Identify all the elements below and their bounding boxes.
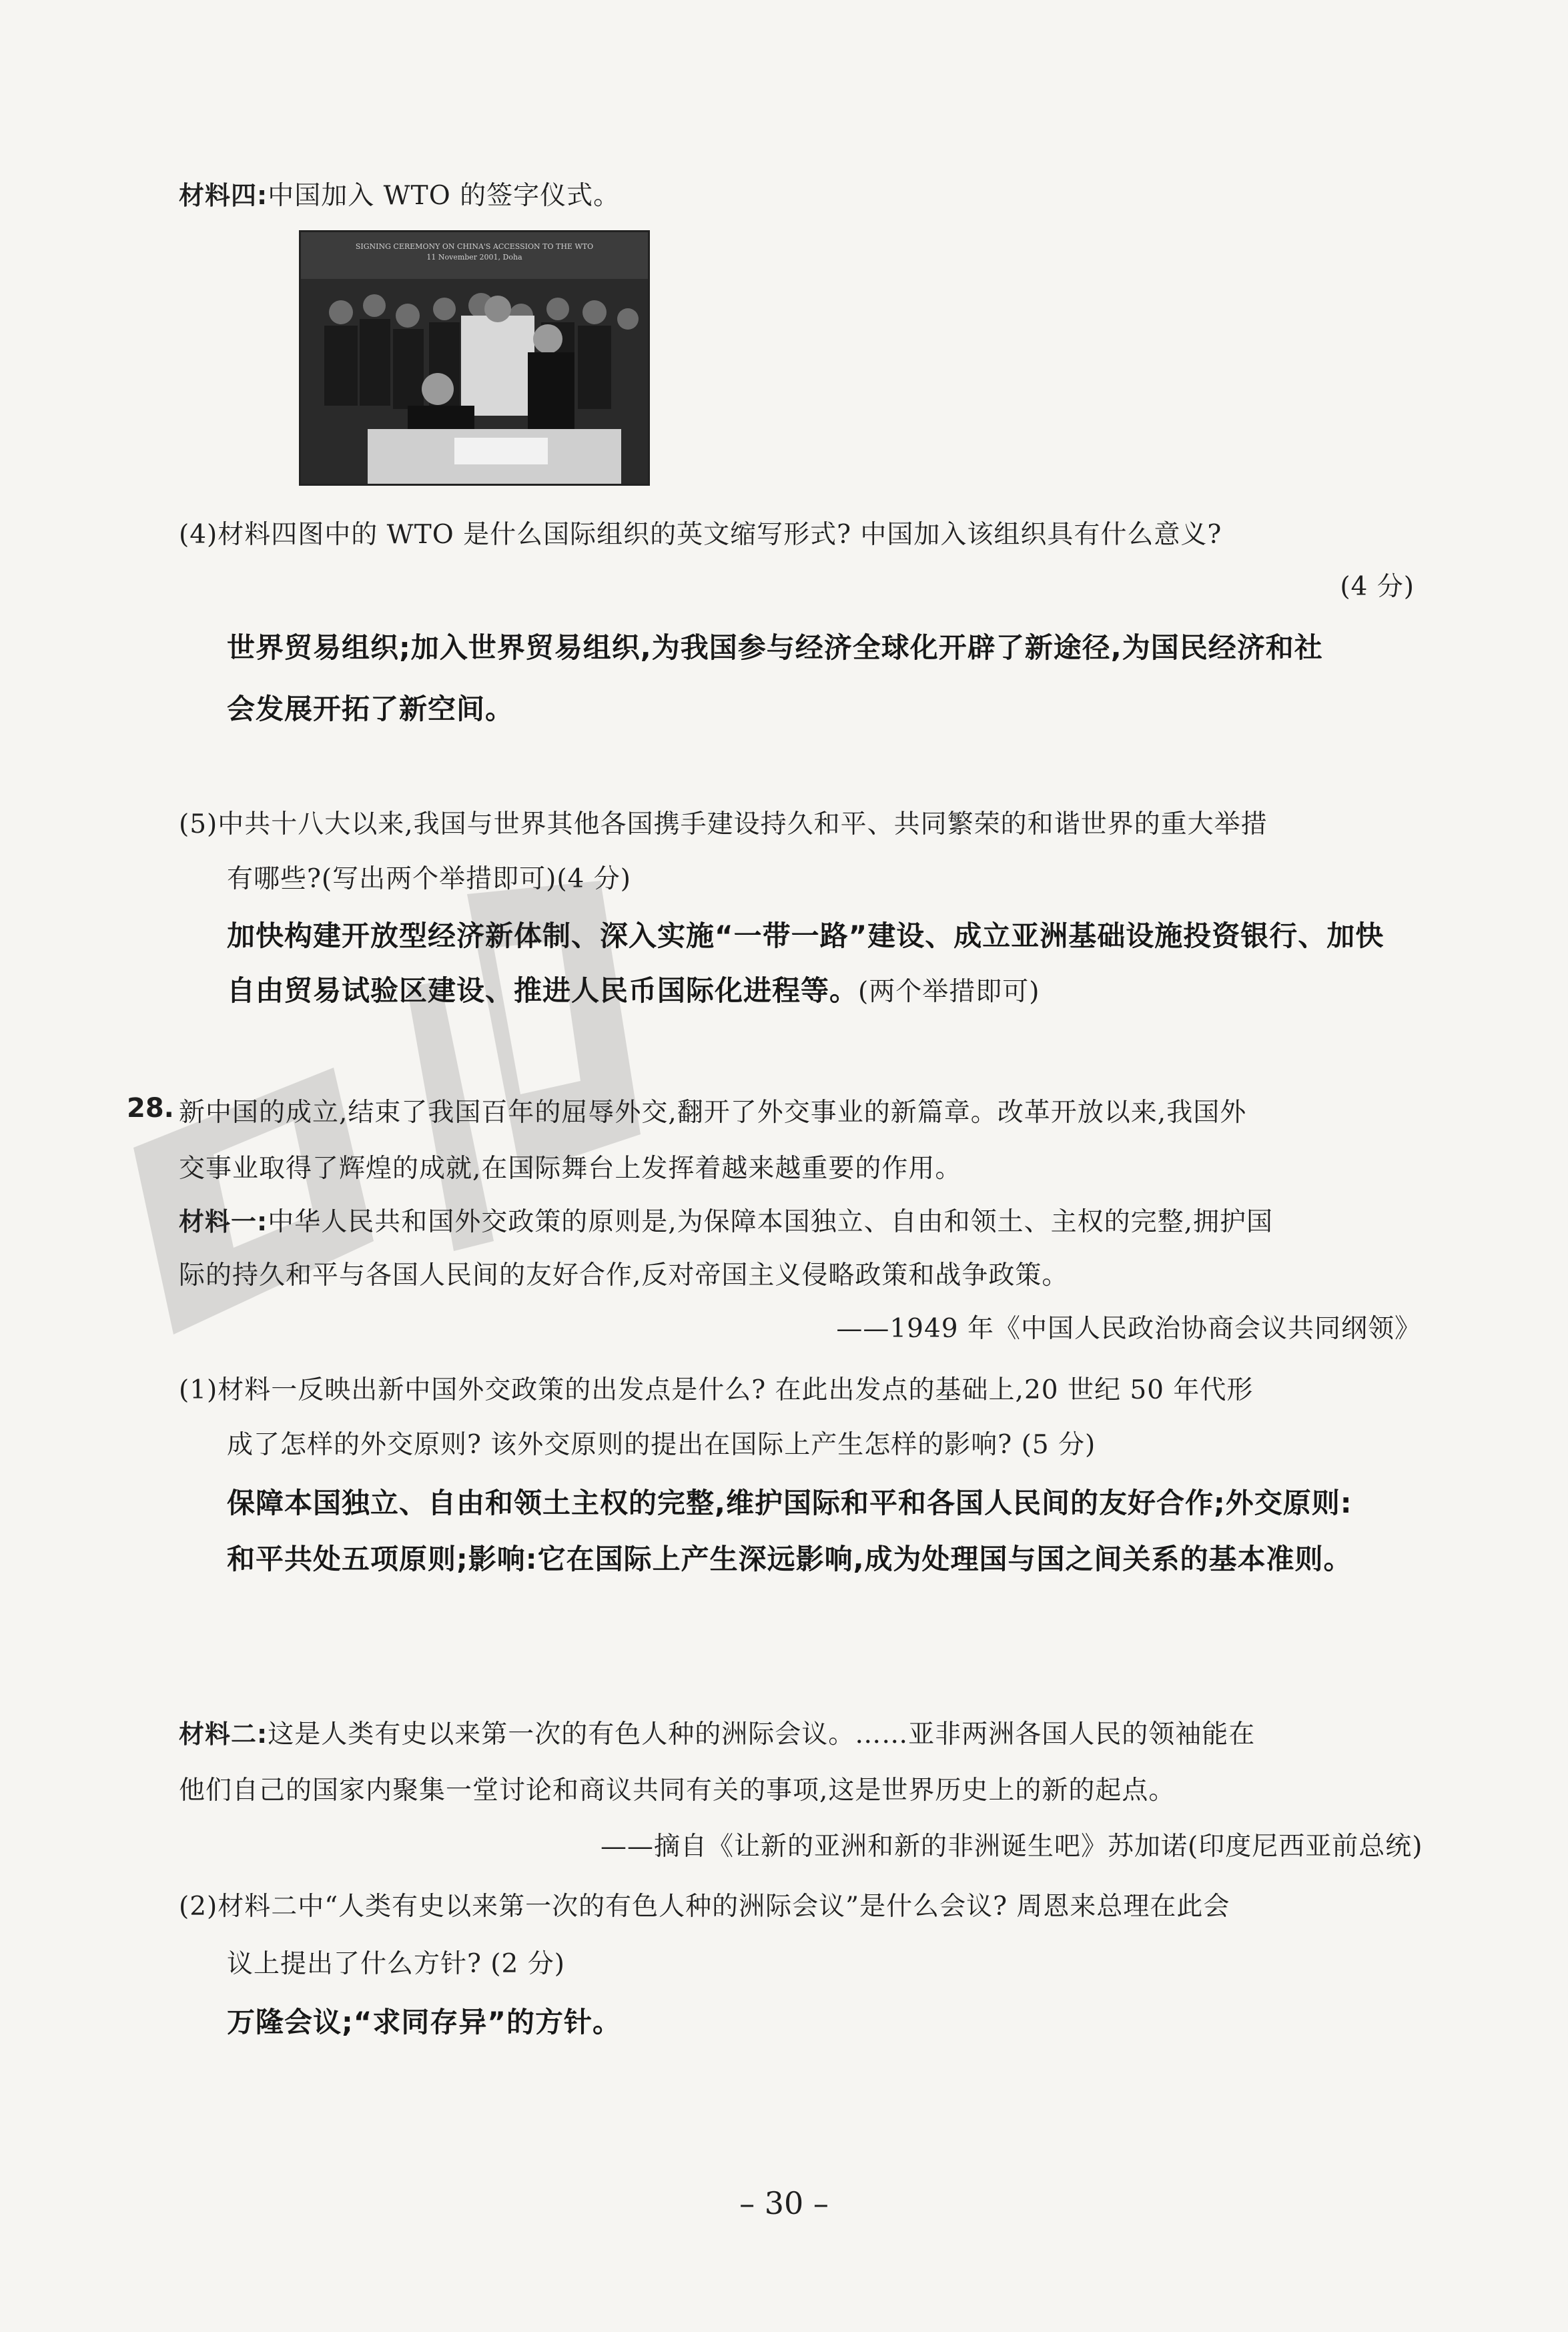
material4-line [179,175,620,212]
q5-answer-note: (两个举措即可) [858,977,1040,1007]
material1-line2: 际的持久和平与各国人民间的友好合作,反对帝国主义侵略政策和战争政策。 [179,1260,1069,1290]
photo-scene [301,279,648,486]
q28-sub1-answer-line2: 和平共处五项原则;影响:它在国际上产生深远影响,成为处理国与国之间关系的基本准则。 [227,1543,1352,1575]
q28-number: 28. [127,1093,174,1124]
q28-material2-line1-row [179,1713,1255,1751]
q5-answer-line1: 加快构建开放型经济新体制、深入实施“一带一路”建设、成立亚洲基础设施投资银行、加快 [227,919,1385,952]
q5-question-line2: 有哪些?(写出两个举措即可)(4 分) [227,864,631,894]
material2-label: 材料二: [179,1719,268,1749]
q5-answer-line2: 自由贸易试验区建设、推进人民币国际化进程等。 [227,974,859,1007]
material1-source: ——1949 年《中国人民政治协商会议共同纲领》 [836,1314,1421,1344]
q4-question-line1: (4)材料四图中的 WTO 是什么国际组织的英文缩写形式? 中国加入该组织具有什么意义? [179,520,1222,550]
q4-answer-line2: 会发展开拓了新空间。 [227,693,514,725]
material2-line1: 这是人类有史以来第一次的有色人种的洲际会议。……亚非两洲各国人民的领袖能在 [268,1719,1256,1750]
q5-question-line1: (5)中共十八大以来,我国与世界其他各国携手建设持久和平、共同繁荣的和谐世界的重大举措 [179,809,1268,839]
material4-text: 中国加入 WTO 的签字仪式。 [268,181,621,211]
q4-score: (4 分) [1340,572,1415,602]
q28-material1-line1-row [179,1201,1273,1238]
q28-sub1-line1: (1)材料一反映出新中国外交政策的出发点是什么? 在此出发点的基础上,20 世纪 50 年代形 [179,1375,1254,1405]
q5-answer-line2-row [227,969,1040,1009]
photo-banner-line2: 11 November 2001, Doha [426,253,522,262]
material4-label: 材料四: [179,181,268,210]
page-number: – 30 – [739,2185,829,2221]
q28-sub2-line1: (2)材料二中“人类有史以来第一次的有色人种的洲际会议”是什么会议? 周恩来总理在此会 [179,1892,1230,1922]
q28-sub2-line2: 议上提出了什么方针? (2 分) [227,1949,565,1979]
q28-sub1-answer-line1: 保障本国独立、自由和领土主权的完整,维护国际和平和各国人民间的友好合作;外交原则: [227,1487,1352,1519]
material1-label: 材料一: [179,1207,268,1236]
wto-signing-photo [299,230,650,486]
photo-banner-line1: SIGNING CEREMONY ON CHINA'S ACCESSION TO THE WTO [355,242,594,251]
photo-banner [301,232,648,279]
q28-intro-line2: 交事业取得了辉煌的成就,在国际舞台上发挥着越来越重要的作用。 [179,1154,962,1184]
material2-source: ——摘自《让新的亚洲和新的非洲诞生吧》苏加诺(印度尼西亚前总统) [601,1832,1423,1862]
q28-intro-line1: 新中国的成立,结束了我国百年的屈辱外交,翻开了外交事业的新篇章。改革开放以来,我国外 [179,1098,1247,1128]
material2-line2: 他们自己的国家内聚集一堂讨论和商议共同有关的事项,这是世界历史上的新的起点。 [179,1776,1176,1806]
q28-sub1-line2: 成了怎样的外交原则? 该外交原则的提出在国际上产生怎样的影响? (5 分) [227,1430,1096,1460]
q4-answer-line1: 世界贸易组织;加入世界贸易组织,为我国参与经济全球化开辟了新途径,为国民经济和社 [227,631,1323,664]
q28-sub2-answer: 万隆会议;“求同存异”的方针。 [227,2006,622,2038]
material1-line1: 中华人民共和国外交政策的原则是,为保障本国独立、自由和领土、主权的完整,拥护国 [268,1207,1273,1237]
